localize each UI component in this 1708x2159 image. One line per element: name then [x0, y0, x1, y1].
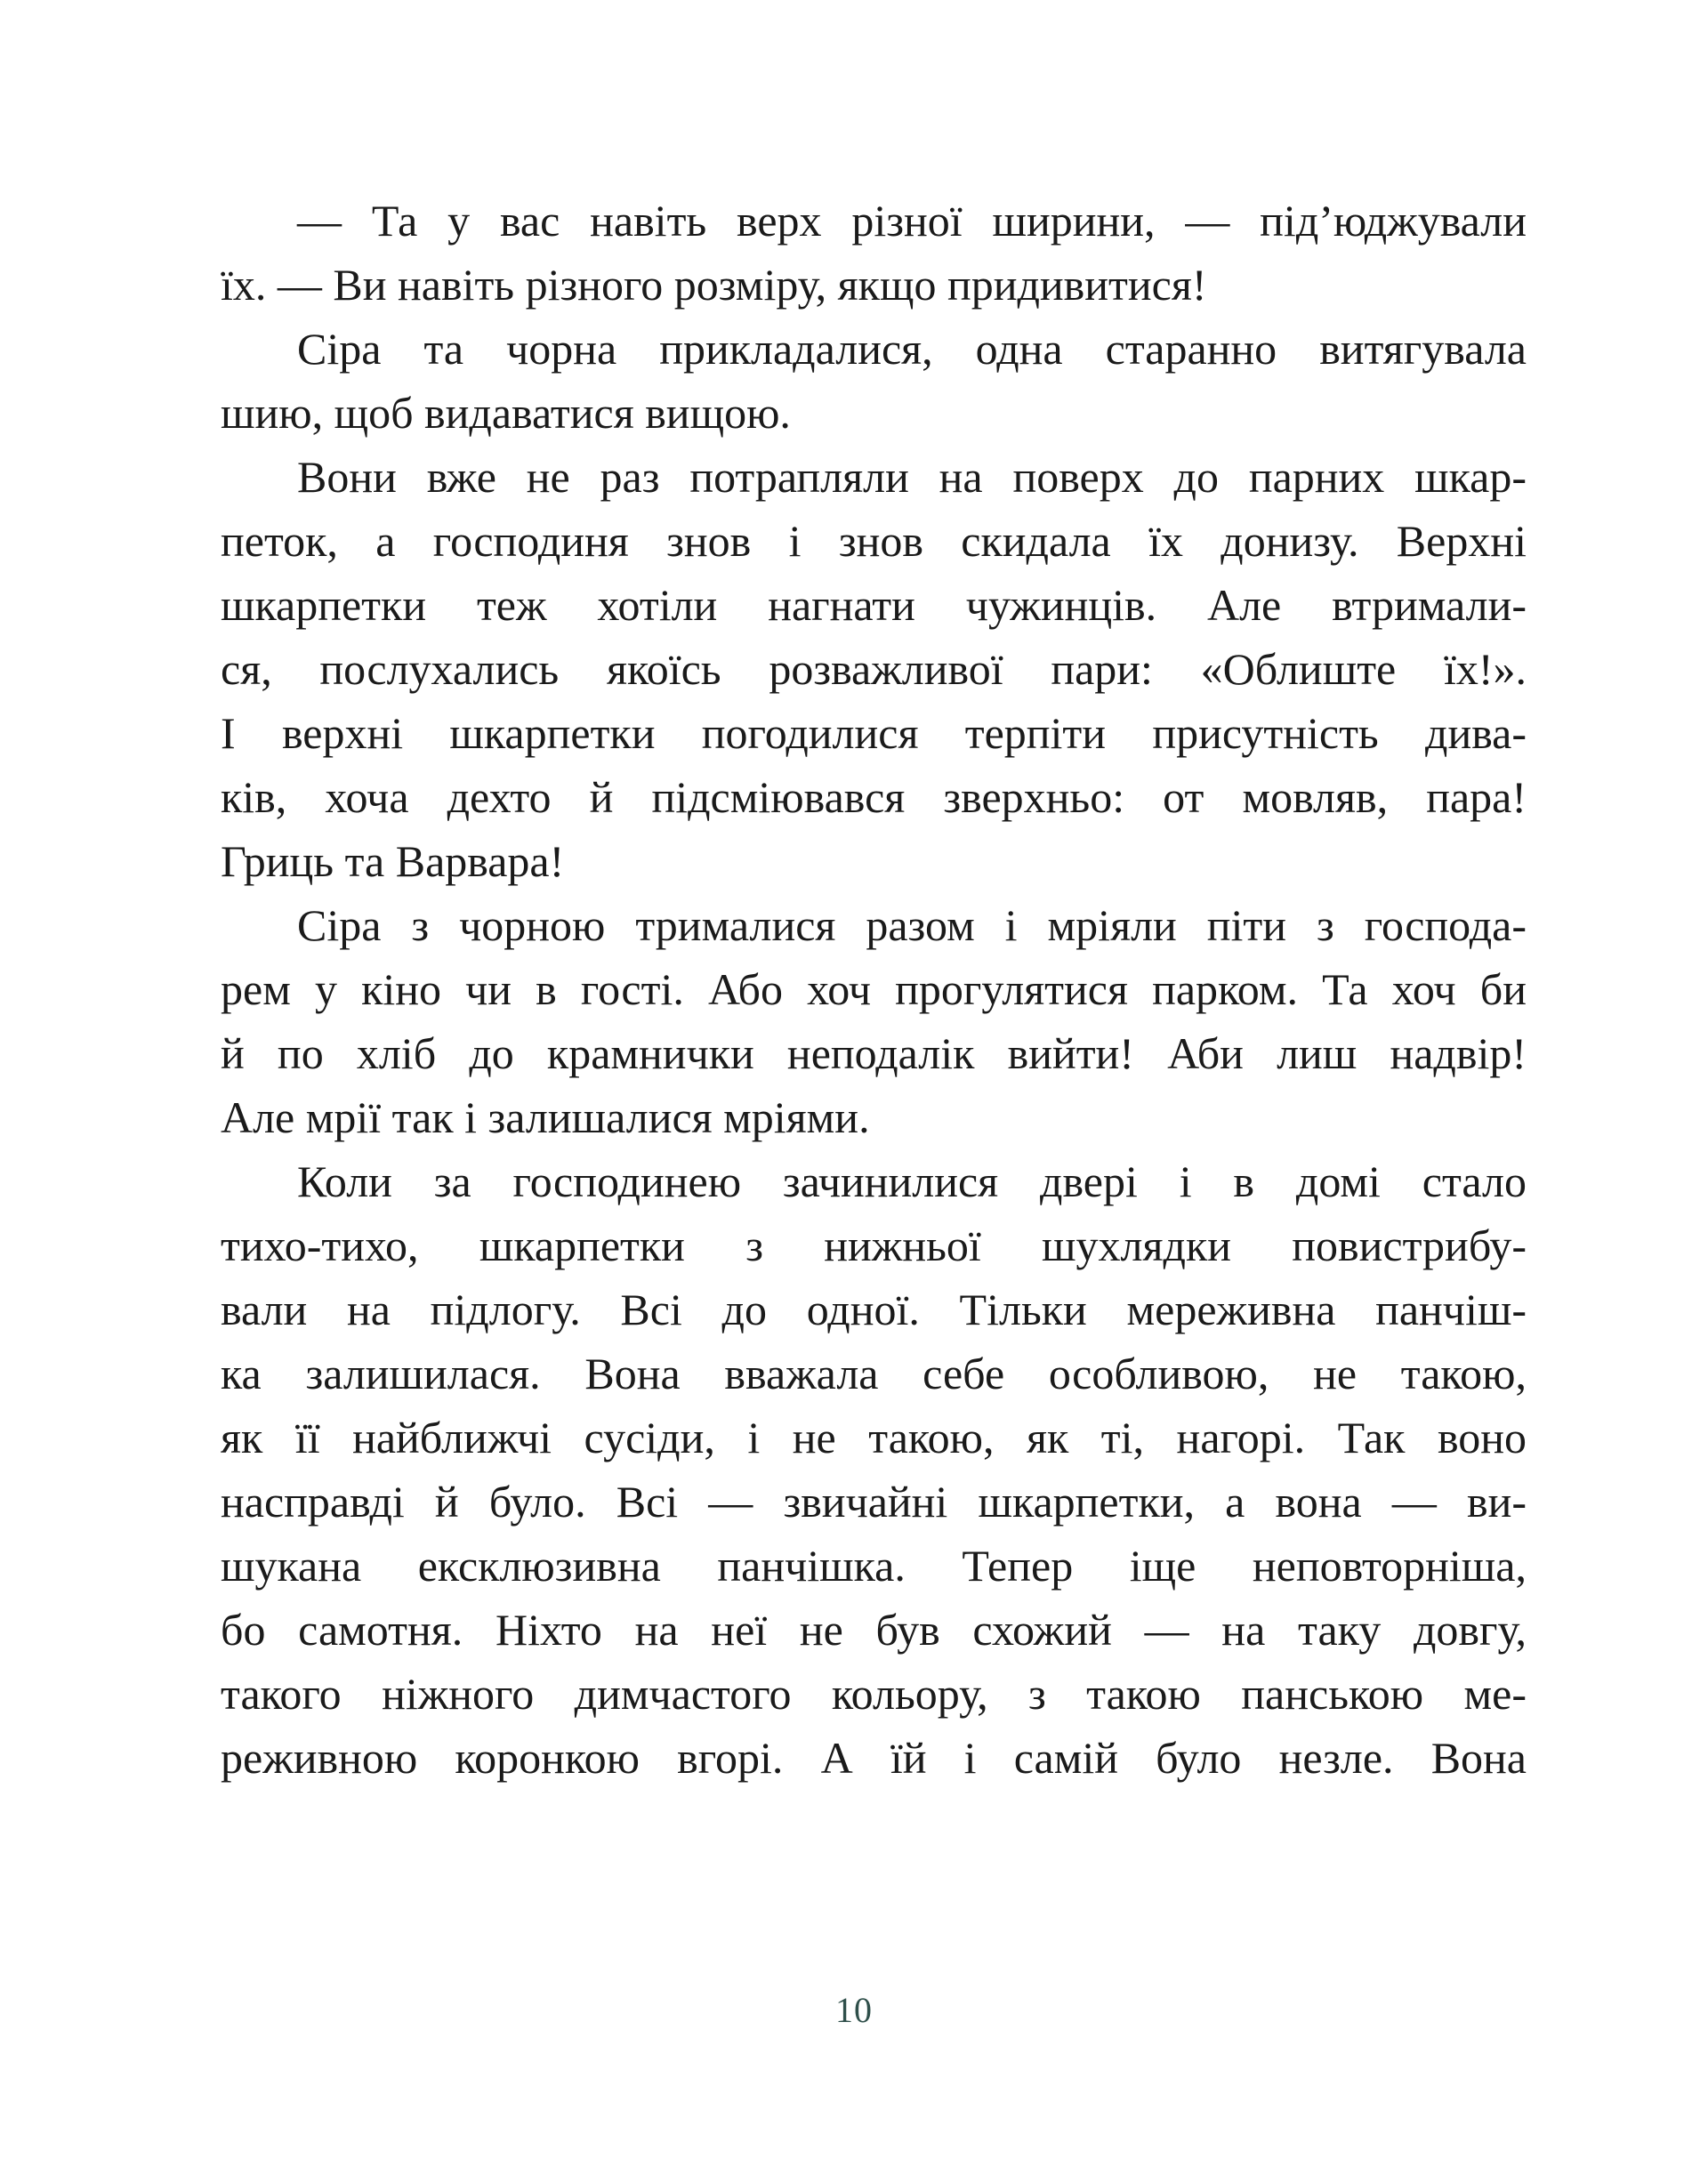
text-line: шию, щоб видаватися вищою.: [221, 388, 791, 438]
paragraph: [221, 189, 1527, 317]
text-line: петок, а господиня знов і знов скидала їх донизу. Верхні: [221, 516, 1527, 566]
text-line: шкарпетки теж хотіли нагнати чужинців. Але втримали-: [221, 580, 1527, 630]
text-line: І верхні шкарпетки погодилися терпіти присутність дива-: [221, 708, 1527, 758]
text-line: й по хліб до крамнички неподалік вийти! Аби лиш надвір!: [221, 1028, 1527, 1078]
paragraph: [221, 317, 1527, 445]
text-line: Коли за господинею зачинилися двері і в домі стало: [297, 1156, 1527, 1206]
paragraph: [221, 893, 1527, 1149]
text-line: тихо-тихо, шкарпетки з нижньої шухлядки повистрибу-: [221, 1220, 1527, 1270]
text-line: їх. — Ви навіть різного розміру, якщо придивитися!: [221, 260, 1207, 310]
text-line: ка залишилася. Вона вважала себе особливою, не такою,: [221, 1349, 1527, 1398]
text-line: бо самотня. Ніхто на неї не був схожий — на таку довгу,: [221, 1605, 1527, 1655]
text-line: Сіра з чорною трималися разом і мріяли піти з господа-: [297, 900, 1527, 950]
text-line: — Та у вас навіть верх різної ширини, — під’юджували: [297, 196, 1527, 246]
text-line: насправді й було. Всі — звичайні шкарпетки, а вона — ви-: [221, 1477, 1527, 1527]
text-line: ся, послухались якоїсь розважливої пари: «Облиште їх!».: [221, 644, 1527, 694]
text-line: рем у кіно чи в гості. Або хоч прогулятися парком. Та хоч би: [221, 964, 1527, 1014]
text-line: такого ніжного димчастого кольору, з такою панською ме-: [221, 1669, 1527, 1719]
text-line: вали на підлогу. Всі до одної. Тільки мереживна панчіш-: [221, 1285, 1527, 1334]
paragraph: [221, 1149, 1527, 1790]
text-line: як її найближчі сусіди, і не такою, як ті, нагорі. Так воно: [221, 1413, 1527, 1462]
page-number: 10: [835, 1990, 873, 2030]
text-line: шукана ексклюзивна панчішка. Тепер іще неповторніша,: [221, 1541, 1527, 1591]
paragraph: [221, 445, 1527, 893]
text-line: Але мрії так і залишалися мріями.: [221, 1092, 870, 1142]
text-line: Гриць та Варвара!: [221, 836, 565, 886]
text-line: реживною коронкою вгорі. А їй і самій було незле. Вона: [221, 1733, 1527, 1783]
text-line: Вони вже не раз потрапляли на поверх до парних шкар-: [297, 452, 1527, 502]
text-line: Сіра та чорна прикладалися, одна старанно витягувала: [297, 324, 1527, 374]
text-line: ків, хоча дехто й підсміювався зверхньо: от мовляв, пара!: [221, 772, 1527, 822]
page-body-text: [221, 189, 1527, 1790]
